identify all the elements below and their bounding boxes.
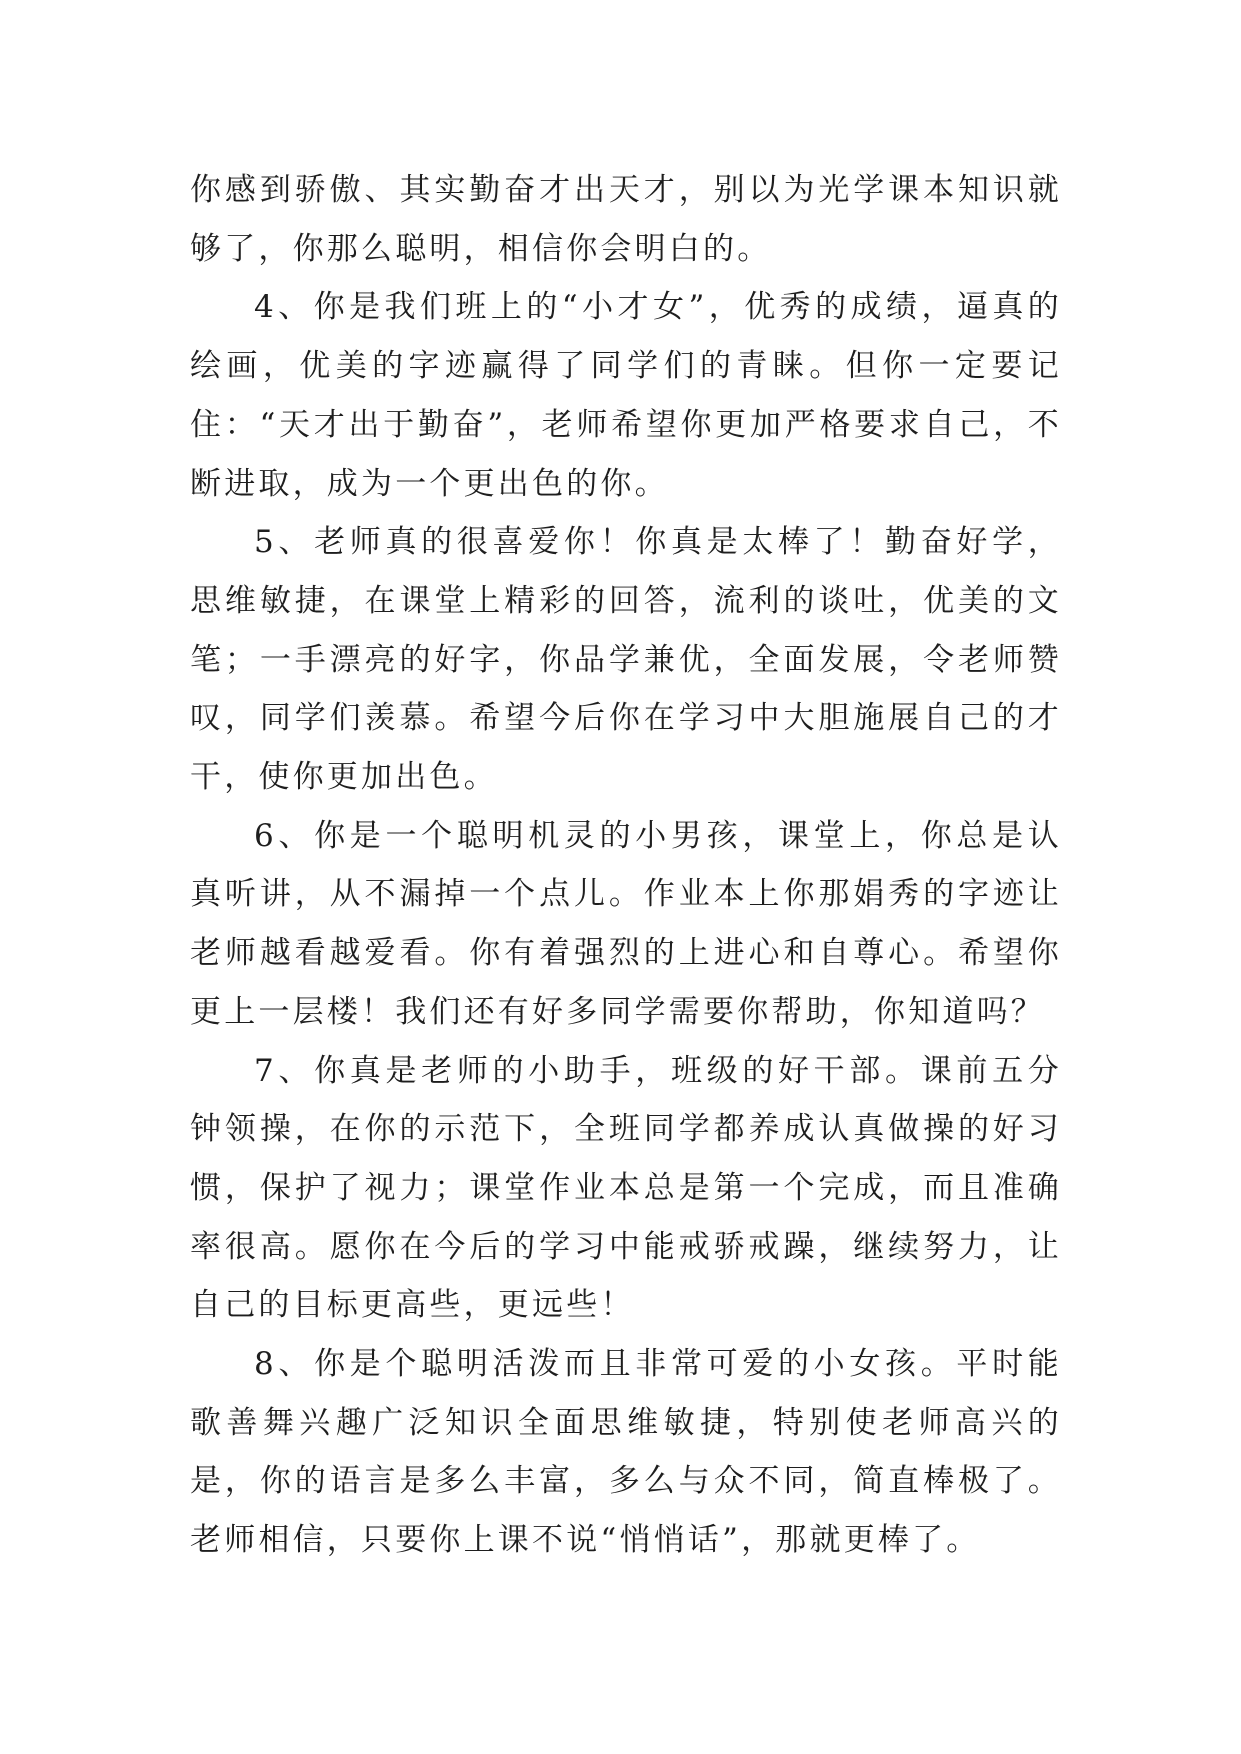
paragraph-item-5: 5、老师真的很喜爱你！你真是太棒了！勤奋好学，思维敏捷，在课堂上精彩的回答，流利的谈吐，优美的文笔；一手漂亮的好字，你品学兼优，全面发展，令老师赞叹，同学们羡慕。希望今后你在学习中大胆施展自己的才干，使你更加出色。 [190,524,1062,796]
paragraph-item-6: 6、你是一个聪明机灵的小男孩，课堂上，你总是认真听讲，从不漏掉一个点儿。作业本上你那娟秀的字迹让老师越看越爱看。你有着强烈的上进心和自尊心。希望你更上一层楼！我们还有好多同学需要你帮助，你知道吗？ [190,817,1062,1030]
paragraph-item-7: 7、你真是老师的小助手，班级的好干部。课前五分钟领操，在你的示范下，全班同学都养成认真做操的好习惯，保护了视力；课堂作业本总是第一个完成，而且准确率很高。愿你在今后的学习中能戒骄戒躁，继续努力，让自己的目标更高些，更远些！ [190,1052,1062,1324]
paragraph-continuation: 你感到骄傲、其实勤奋才出天才，别以为光学课本知识就够了，你那么聪明，相信你会明白的。 [190,172,1062,267]
paragraph-item-4: 4、你是我们班上的“小才女”，优秀的成绩，逼真的绘画，优美的字迹赢得了同学们的青睐。但你一定要记住：“天才出于勤奋”，老师希望你更加严格要求自己，不断进取，成为一个更出色的你。 [190,289,1062,502]
document-body [190,161,1062,1570]
paragraph-item-8: 8、你是个聪明活泼而且非常可爱的小女孩。平时能歌善舞兴趣广泛知识全面思维敏捷，特别使老师高兴的是，你的语言是多么丰富，多么与众不同，简直棒极了。老师相信，只要你上课不说“悄悄话”，那就更棒了。 [190,1346,1062,1559]
